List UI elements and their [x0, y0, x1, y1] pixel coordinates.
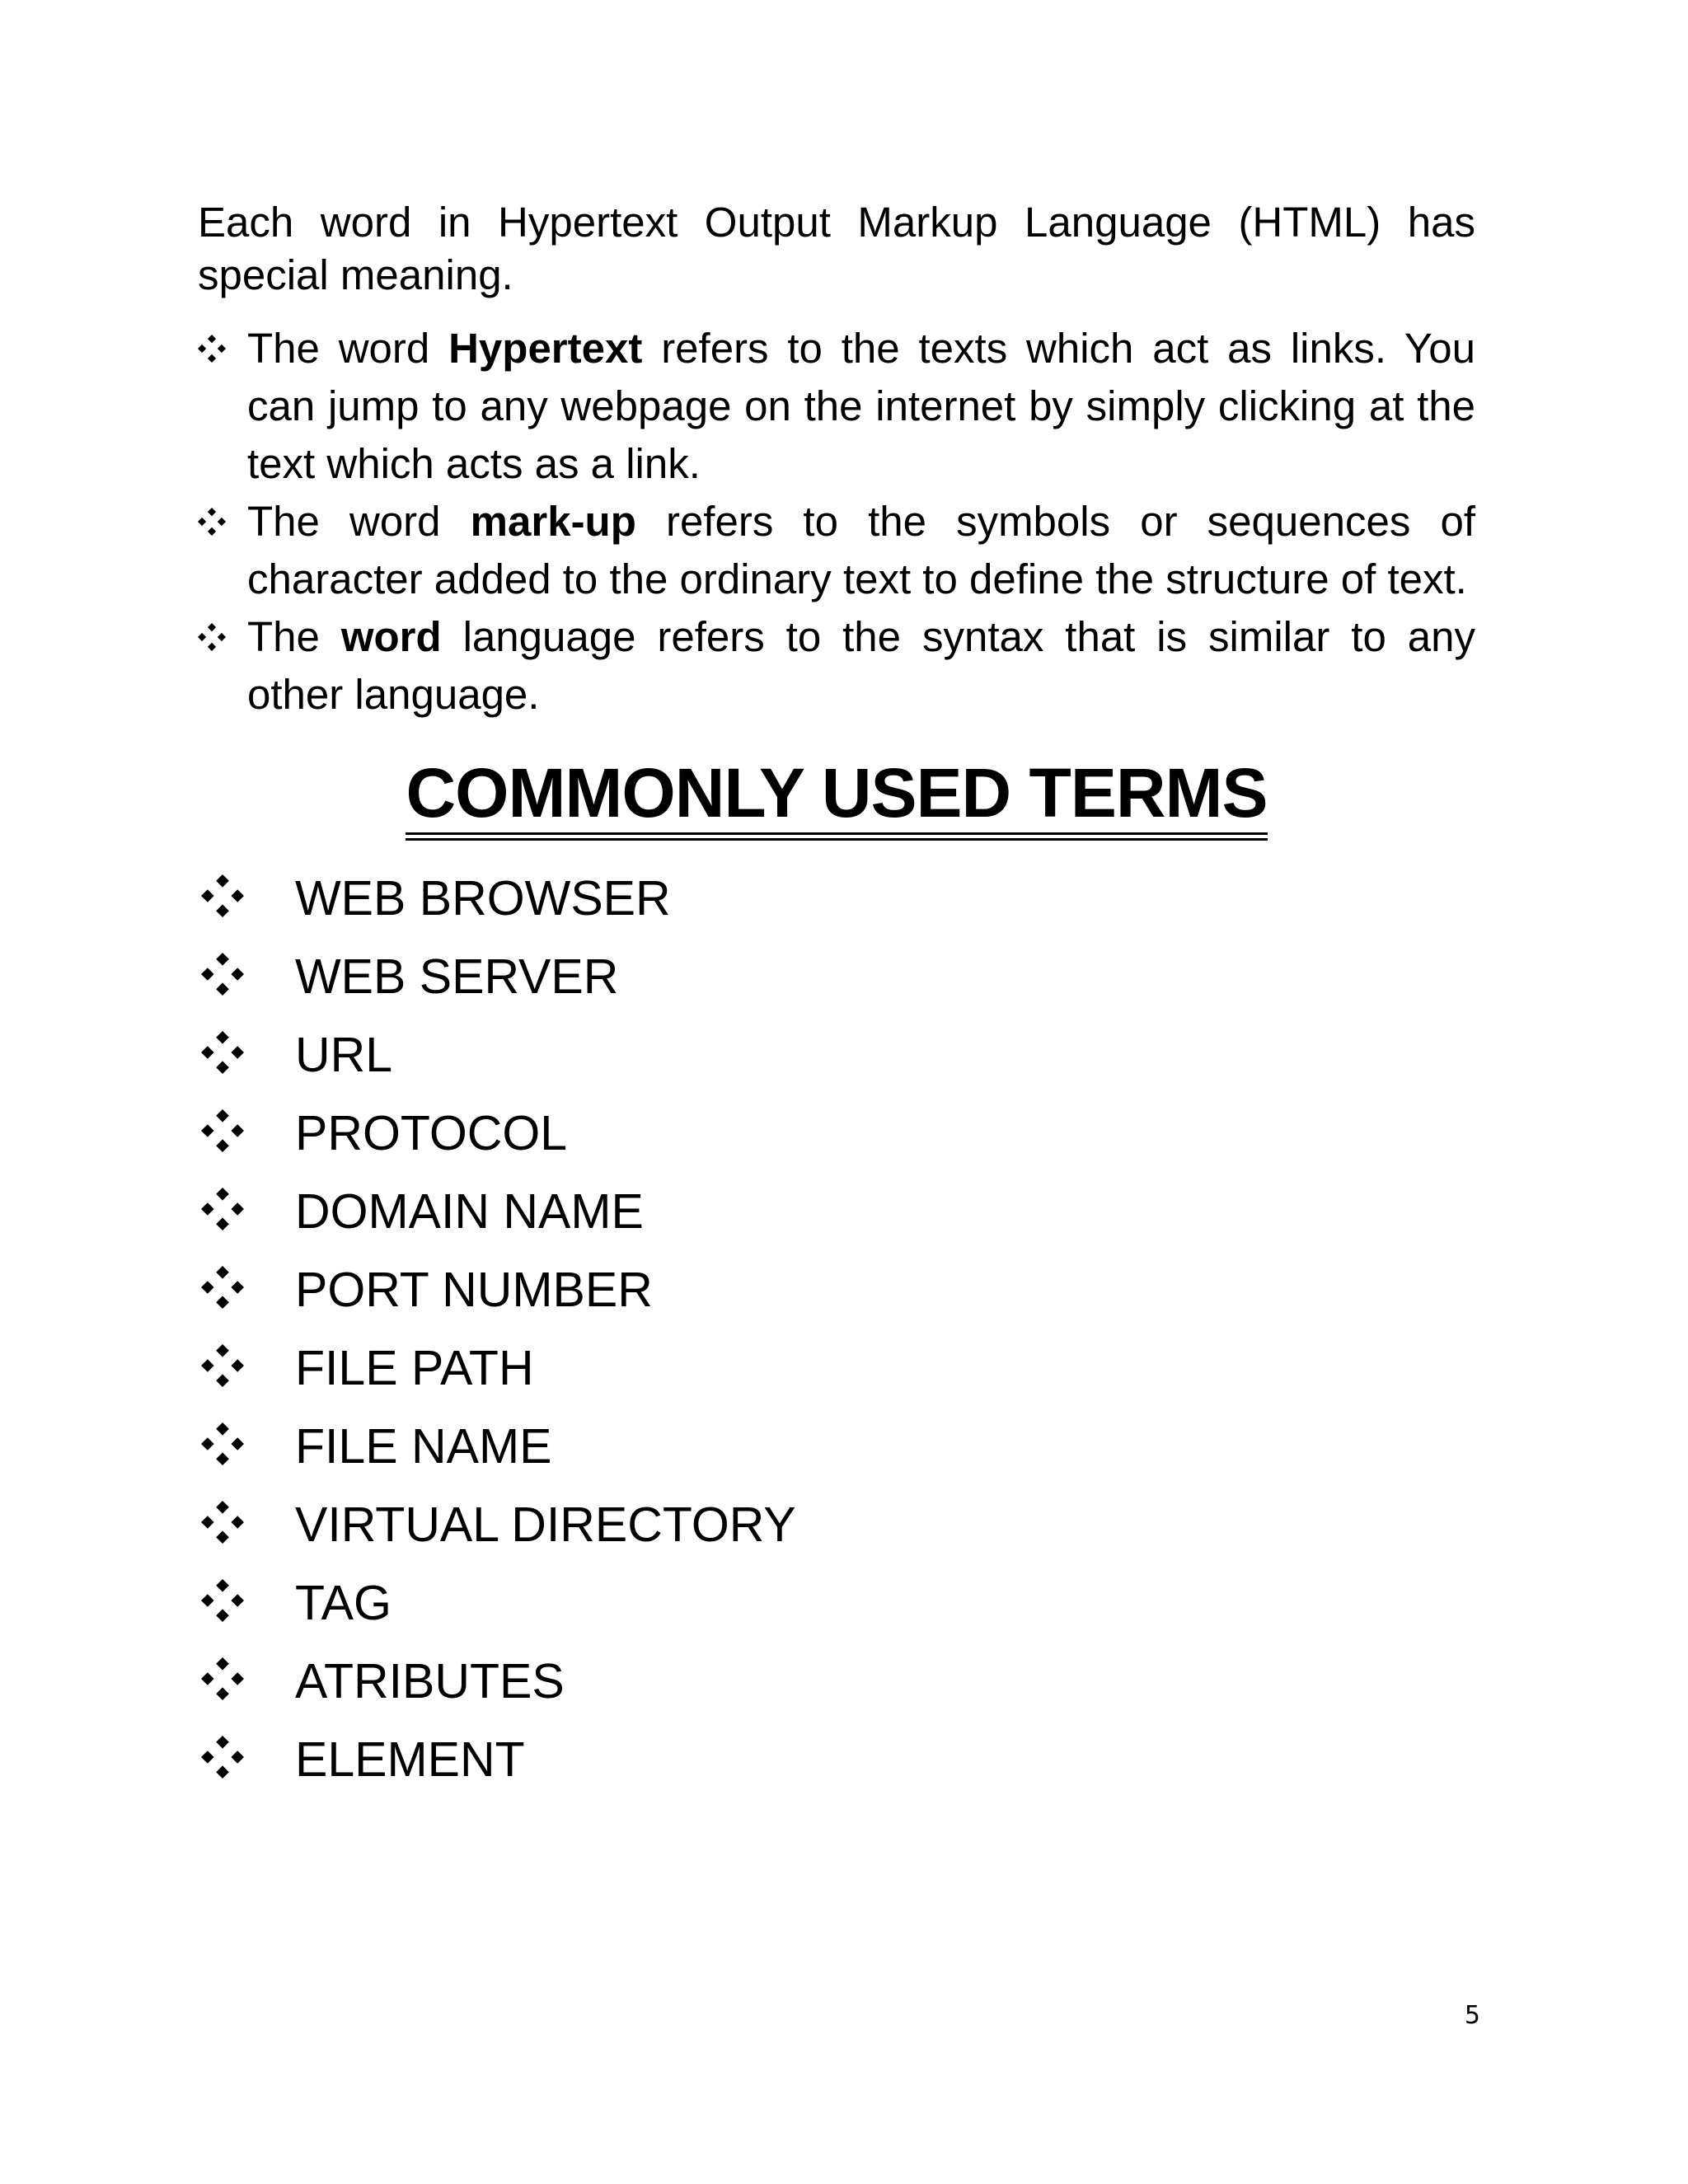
definition-prefix: The word [247, 498, 471, 545]
term-list-item [198, 1721, 1475, 1799]
four-diamond-bullet-icon [201, 1031, 244, 1074]
intro-paragraph: Each word in Hypertext Output Markup Language (HTML) has special meaning. [198, 199, 1475, 298]
four-diamond-bullet-icon [201, 1657, 244, 1700]
four-diamond-bullet-icon [201, 1579, 244, 1622]
term-label: WEB BROWSER [295, 871, 671, 926]
four-diamond-bullet-icon [201, 1736, 244, 1779]
term-list-item [198, 1251, 1475, 1329]
term-list-item [198, 1094, 1475, 1173]
four-diamond-bullet-icon [201, 1266, 244, 1309]
term-label: PROTOCOL [295, 1106, 568, 1160]
term-label: URL [295, 1028, 393, 1082]
definition-text: refers to the texts which act as links. You can jump to any webpage on the internet by simply clicking at the text which acts as a link. [247, 325, 1475, 487]
term-label: TAG [295, 1576, 392, 1630]
term-label: FILE PATH [295, 1341, 534, 1395]
definition-term: word [340, 613, 442, 660]
term-list-item [198, 860, 1475, 938]
four-diamond-bullet-icon [201, 1344, 244, 1387]
definitions-list [198, 320, 1475, 724]
term-label: FILE NAME [295, 1419, 552, 1474]
term-list-item [198, 1486, 1475, 1564]
definition-item-language [198, 608, 1475, 724]
term-list-item [198, 1016, 1475, 1094]
definition-item-markup [198, 493, 1475, 608]
term-list-item [198, 1173, 1475, 1251]
term-list-item [198, 1329, 1475, 1408]
four-diamond-bullet-icon [201, 874, 244, 917]
term-list-item [198, 938, 1475, 1016]
term-list-item [198, 1643, 1475, 1721]
definition-item-hypertext [198, 320, 1475, 493]
definition-text: language refers to the syntax that is similar to any other language. [247, 613, 1475, 718]
definition-prefix: The word [247, 325, 449, 372]
term-label: DOMAIN NAME [295, 1184, 644, 1239]
term-label: ELEMENT [295, 1732, 525, 1787]
term-list-item [198, 1408, 1475, 1486]
term-label: VIRTUAL DIRECTORY [295, 1497, 796, 1552]
four-diamond-bullet-icon [201, 1188, 244, 1230]
four-diamond-bullet-icon [201, 1501, 244, 1544]
terms-list [198, 860, 1475, 1799]
four-diamond-bullet-icon [201, 1109, 244, 1152]
page-number: 5 [1464, 2001, 1480, 2030]
term-label: PORT NUMBER [295, 1263, 653, 1317]
definition-text: refers to the symbols or sequences of character added to the ordinary text to define the structure of text. [247, 498, 1475, 602]
definition-prefix: The [247, 613, 341, 660]
heading-wrapper [198, 753, 1475, 835]
page-content [198, 196, 1475, 1799]
term-label: ATRIBUTES [295, 1654, 565, 1708]
term-label: WEB SERVER [295, 949, 619, 1004]
four-diamond-bullet-icon [198, 623, 226, 651]
four-diamond-bullet-icon [198, 508, 226, 536]
definition-term: Hypertext [448, 325, 643, 372]
section-heading: COMMONLY USED TERMS [406, 753, 1267, 835]
four-diamond-bullet-icon [198, 335, 226, 363]
definition-term: mark-up [470, 498, 636, 545]
term-list-item [198, 1564, 1475, 1643]
four-diamond-bullet-icon [201, 953, 244, 996]
four-diamond-bullet-icon [201, 1422, 244, 1465]
